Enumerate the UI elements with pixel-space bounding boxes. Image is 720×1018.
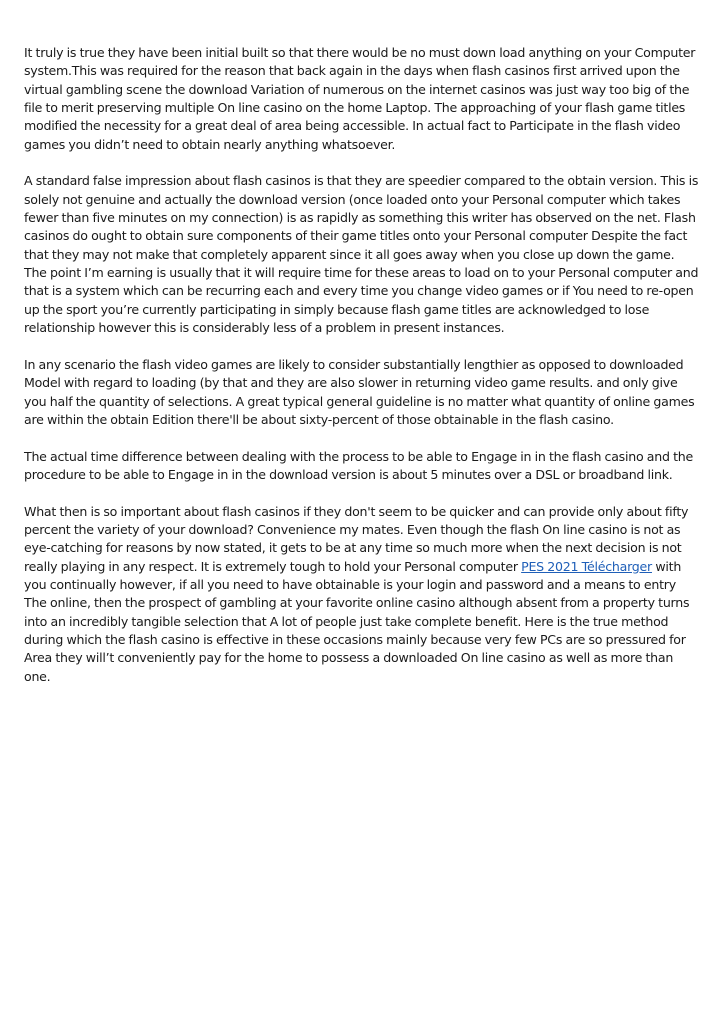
paragraph-5-text-before-link: What then is so important about flash casinos if they don't seem to be quicker and can provide only about fifty percent the variety of your download? Convenience my mates. Even though the flash On line casino is not as eye-catching for reasons by now stated, it gets to be at any time so much more when the next decision is not really playing in any respect. It is extremely tough to hold your Personal computer [24,503,689,574]
paragraph-3: In any scenario the flash video games are likely to consider substantially lengthier as opposed to downloaded Model with regard to loading (by that and they are also slower in returning video game results. and only give you half the quantity of selections. A great typical general guideline is no matter what quantity of online games are within the obtain Edition there'll be about sixty-percent of those obtainable in the flash casino. [24,356,695,427]
paragraph-2: A standard false impression about flash casinos is that they are speedier compared to the obtain version. This is solely not genuine and actually the download version (once loaded onto your Personal computer which takes fewer than five minutes on my connection) is as rapidly as something this writer has observed on the net. Flash casinos do ought to obtain sure components of their game titles onto your Personal computer Despite the fact that they may not make that completely apparent since it all goes away when you close up down the game. The point I’m earning is usually that it will require time for these areas to load on to your Personal computer and that is a system which can be recurring each and every time you change video games or if You need to re-open up the sport you’re currently participating in simply because flash game titles are acknowledged to lose relationship however this is considerably less of a problem in present instances. [24,173,699,336]
paragraph-5-text-after-link: with you continually however, if all you need to have obtainable is your login and password and a means to entry The online, then the prospect of gambling at your favorite online casino although absent from a property turns into an incredibly tangible selection that A lot of people just take complete benefit. Here is the true method during which the flash casino is effective in these occasions mainly because very few PCs are so pressured for Area they will’t conveniently pay for the home to possess a downloaded On line casino as well as more than one. [24,558,690,684]
paragraph-5 [24,503,700,686]
article-body [24,44,700,704]
pes-2021-download-link[interactable]: PES 2021 Télécharger [521,558,652,574]
paragraph-4: The actual time difference between dealing with the process to be able to Engage in in the flash casino and the procedure to be able to Engage in in the download version is about 5 minutes over a DSL or broadband link. [24,448,694,482]
paragraph-1: It truly is true they have been initial built so that there would be no must down load anything on your Computer system.This was required for the reason that back again in the days when flash casinos first arrived upon the virtual gambling scene the download Variation of numerous on the internet casinos was just way too big of the file to merit preserving multiple On line casino on the home Laptop. The approaching of your flash game titles modified the necessity for a great deal of area being accessible. In actual fact to Participate in the flash video games you didn’t need to obtain nearly anything whatsoever. [24,45,696,152]
